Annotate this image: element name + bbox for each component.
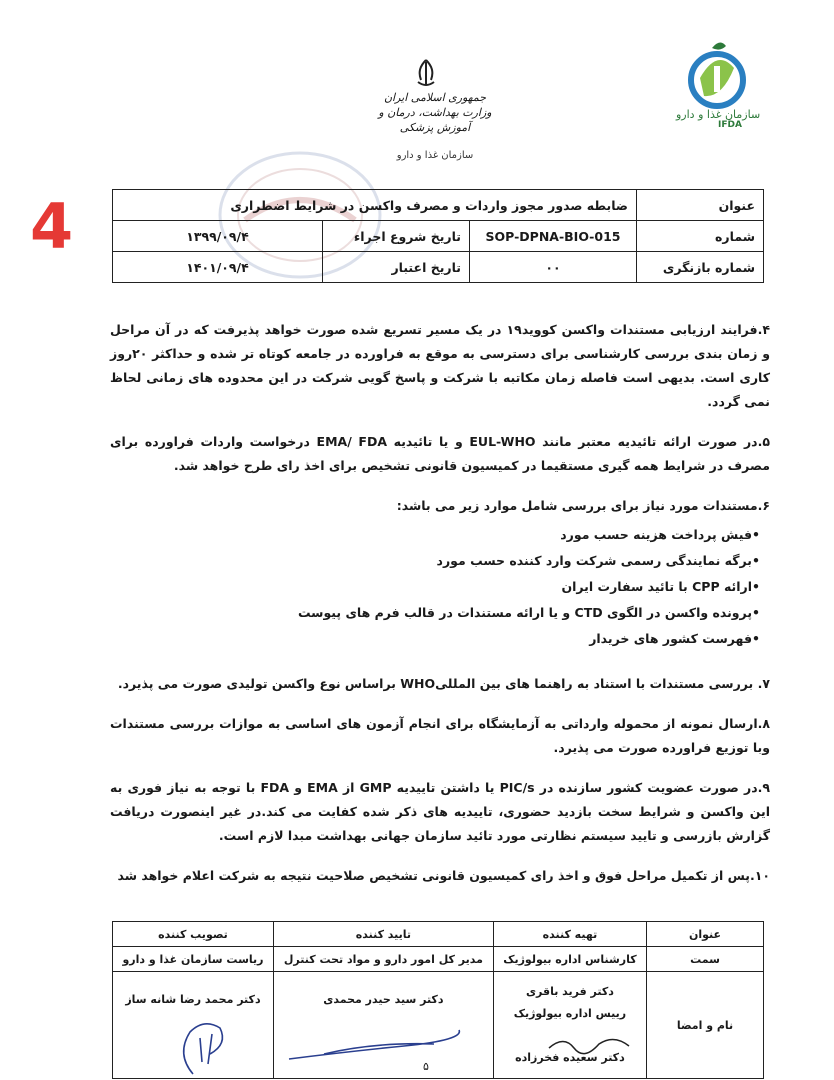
prepared-name1-title: رییس اداره بیولوژیک [513,1007,627,1020]
page-number: ۵ [423,1060,429,1073]
validity-value: ۱۴۰۱/۰۹/۴ [113,252,323,283]
table-row [113,947,764,972]
list-item: •ارائه CPP با تائید سفارت ایران [561,579,760,594]
validity-label: تاریخ اعتبار [323,252,470,283]
table-row [113,221,764,252]
signature-icon [284,1024,464,1064]
table-row [113,922,764,947]
prepared-label: تهیه کننده [493,922,646,947]
prepared-name2: دکتر سعیده فخرزاده [515,1051,625,1064]
approved-signature-cell [113,972,274,1079]
document-body [110,318,770,904]
paragraph-7: ۷. بررسی مستندات با استناد به راهنما های بین المللیWHO براساس نوع واکسن تولیدی صورت می پذیرد. [117,676,770,691]
number-value: SOP-DPNA-BIO-015 [470,221,637,252]
prepared-position: کارشناس اداره بیولوژیک [493,947,646,972]
approved-label: تصویب کننده [113,922,274,947]
name-label: نام و امضا [647,972,764,1079]
ministry-line2: وزارت بهداشت، درمان و آموزش پزشکی [378,106,492,134]
verified-signature-cell [273,972,493,1079]
paragraph-6: ۶.مستندات مورد نیاز برای بررسی شامل موارد زیر می باشد: [396,498,770,513]
revision-label: شماره بازنگری [637,252,764,283]
revision-value: ۰۰ [470,252,637,283]
iran-emblem-icon [412,58,440,88]
approved-position: ریاست سازمان غذا و دارو [113,947,274,972]
required-documents-list [110,522,770,652]
list-item: •پرونده واکسن در الگوی CTD و یا ارائه مستندات در قالب فرم های پیوست [297,605,760,620]
ifda-en-label: IFDA [718,120,742,130]
verified-position: مدیر کل امور دارو و مواد تحت کنترل [273,947,493,972]
table-row [113,252,764,283]
paragraph-5: ۵.در صورت ارائه تائیدیه معتبر مانند EUL-WHO و یا تائیدیه EMA/ FDA درخواست واردات فراورده برای مصرف در شرایط همه گیری مستقیما در کمیسیون قانونی تشخیص برای اخذ رای طرح خواهد شد. [110,434,770,473]
signature-table [112,921,764,1079]
paragraph-10: ۱۰.پس از تکمیل مراحل فوق و اخذ رای کمیسیون قانونی تشخیص صلاحیت نتیجه به شرکت اعلام خواهد شد [117,868,770,883]
sign-title-label: عنوان [647,922,764,947]
start-value: ۱۳۹۹/۰۹/۴ [113,221,323,252]
verified-label: تایید کننده [273,922,493,947]
ministry-line1: جمهوری اسلامی ایران [383,91,487,104]
document-info-table [112,189,764,283]
verified-name: دکتر سید حیدر محمدی [323,993,444,1006]
paragraph-4: ۴.فرایند ارزیابی مستندات واکسن کووید۱۹ در یک مسیر تسریع شده صورت خواهد پذیرفت که در آن مراحل و زمان بندی بررسی کارشناسی برای دسترسی به موقع به فراورده در جامعه کوتاه تر شده و حداکثر ۲۰روز کاری است. بدیهی است فاصله زمان مکاتبه با شرکت و پاسخ گویی شرکت در این محدوده های زمانی لحاظ نمی گردد. [110,322,770,409]
title-value: ضابطه صدور مجوز واردات و مصرف واکسن در شرایط اضطراری [113,190,637,221]
paragraph-8: ۸.ارسال نمونه از محموله وارداتی به آزمایشگاه برای انجام آزمون های اساسی به موازات بررسی مستندات وبا توزیع فراورده صورت می پذیرد. [110,716,770,755]
list-item: •برگه نمایندگی رسمی شرکت وارد کننده حسب مورد [436,553,760,568]
page-marker: 4 [30,190,74,263]
start-label: تاریخ شروع اجراء [323,221,470,252]
position-label: سمت [647,947,764,972]
title-label: عنوان [637,190,764,221]
ifda-fa-label: سازمان غذا و دارو [676,108,761,121]
list-item: •فیش پرداخت هزینه حسب مورد [560,527,760,542]
table-row [113,972,764,1079]
table-row [113,190,764,221]
ministry-name [360,90,510,135]
prepared-name1: دکتر فرید باقری [525,985,614,998]
list-item: •فهرست کشور های خریدار [589,631,760,646]
approved-name: دکتر محمد رضا شانه ساز [125,993,261,1006]
number-label: شماره [637,221,764,252]
paragraph-9: ۹.در صورت عضویت کشور سازنده در PIC/s یا داشتن تاییدیه GMP از EMA و FDA با توجه به نیاز فوری به این واکسن و شرایط سخت بازدید حضوری، تاییدیه های ذکر شده کفایت می کند.در غیر اینصورت دریافت گزارش بازرسی و تایید سیستم نظارتی مورد تائید سازمان جهانی بهداشت مبدا لازم است. [110,780,771,843]
signature-icon [168,1014,238,1078]
org-name: سازمان غذا و دارو [396,150,474,161]
prepared-signature-cell [493,972,646,1079]
